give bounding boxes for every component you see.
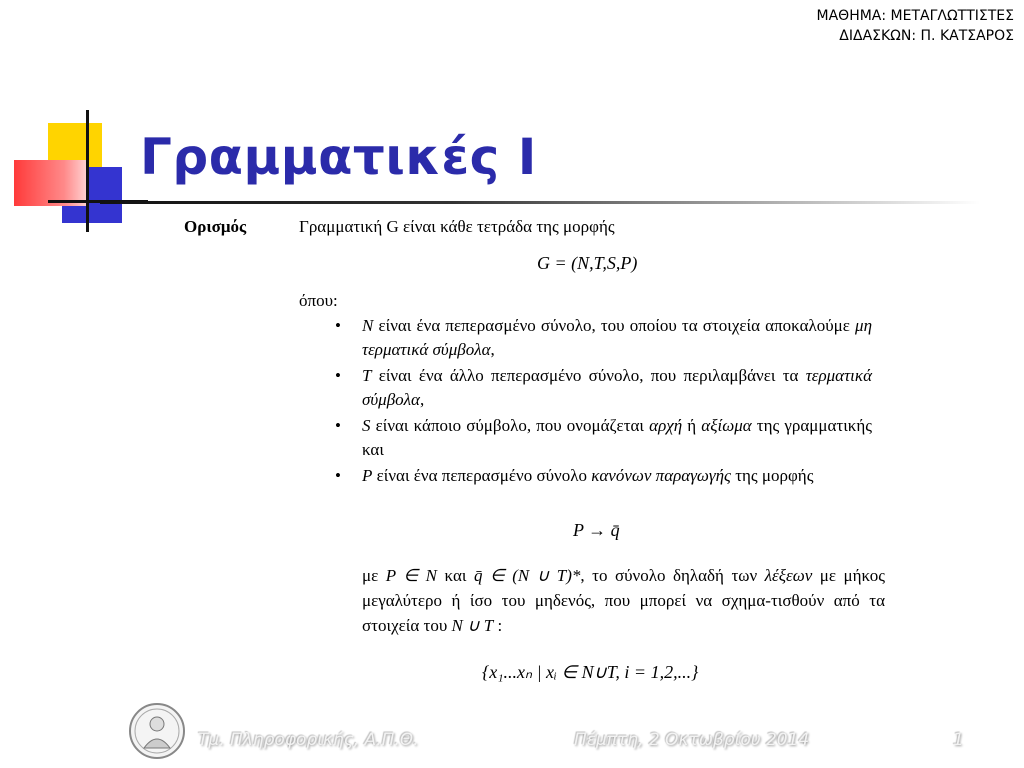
item-emphasis: κανόνων παραγωγής: [591, 466, 731, 485]
item-text: είναι ένα πεπερασμένο σύνολο, του οποίου τα στοιχεία αποκαλούμε: [373, 316, 856, 335]
item-emphasis: μη τερματικά σύμβολα: [362, 316, 872, 359]
bullet-dot-icon: •: [335, 466, 341, 485]
course-name: ΜΑΘΗΜΑ: ΜΕΤΑΓΛΩΤΤΙΣΤΕΣ: [816, 8, 1014, 24]
item-text-end: ,: [490, 340, 495, 359]
instructor-name: ΔΙΔΑΣΚΩΝ: Π. ΚΑΤΣΑΡΟΣ: [839, 28, 1014, 44]
symbol: P: [362, 466, 373, 485]
production-formula: P → q̄: [573, 520, 620, 540]
item-emphasis: τερματικά σύμβολα: [362, 366, 872, 409]
list-item: [335, 364, 872, 412]
bullet-dot-icon: •: [335, 316, 341, 335]
production-rule: [573, 520, 620, 541]
item-emphasis: αρχή: [649, 416, 683, 435]
math-expr: P ∈ N: [385, 566, 438, 585]
bullet-dot-icon: •: [335, 416, 341, 435]
para-emphasis: λέξεων: [764, 566, 813, 585]
para-text: με μήκος μεγαλύτερο ή ίσο του μηδενός, που μπορεί να σχημα-τισθούν από τα στοιχεία του: [362, 566, 885, 635]
definition-label: Ορισμός: [184, 217, 247, 236]
component-list: [335, 314, 872, 490]
item-text: είναι ένα πεπερασμένο σύνολο: [372, 466, 592, 485]
item-emphasis-2: αξίωμα: [701, 416, 752, 435]
list-item: [335, 414, 872, 462]
item-text: είναι κάποιο σύμβολο, που ονομάζεται: [370, 416, 650, 435]
title-underline: [100, 201, 980, 204]
vertical-line: [86, 110, 89, 232]
para-text: με: [362, 566, 386, 585]
para-text: :: [493, 616, 503, 635]
set-formula: {x₁...xₙ | xᵢ ∈ N∪T, i = 1,2,...}: [482, 662, 699, 682]
symbol: N: [362, 316, 374, 335]
list-item: [335, 464, 872, 488]
where-label: όπου:: [299, 291, 338, 310]
course-header: [817, 6, 1014, 46]
math-expr: N ∪ T: [451, 616, 494, 635]
symbol: S: [362, 416, 371, 435]
item-text-end: της μορφής: [730, 466, 814, 485]
footer-date: Πέμπτη, 2 Οκτωβρίου 2014: [574, 730, 810, 750]
symbol: T: [362, 366, 372, 385]
definition-intro: Γραμματική G είναι κάθε τετράδα της μορφής: [299, 217, 615, 236]
explanation-paragraph: [362, 563, 885, 638]
slide-title: Γραμματικές Ι: [140, 128, 537, 186]
para-text: , το σύνολο δηλαδή των: [580, 566, 765, 585]
footer-department: Τμ. Πληροφορικής, Α.Π.Θ.: [198, 730, 419, 750]
para-text: και: [437, 566, 474, 585]
math-expr: q̄ ∈ (N ∪ T)*: [473, 566, 581, 585]
item-text: είναι ένα άλλο πεπερασμένο σύνολο, που περιλαμβάνει τα: [371, 366, 806, 385]
grammar-equation: G = (N,T,S,P): [537, 253, 638, 273]
bullet-dot-icon: •: [335, 366, 341, 385]
title-decoration: [0, 105, 150, 235]
item-text-end: ,: [419, 390, 425, 409]
item-text-mid: ή: [682, 416, 702, 435]
item-text-end: της γραμματικής και: [362, 416, 873, 459]
set-expression: [482, 662, 698, 683]
page-number: 1: [953, 730, 964, 750]
university-seal-icon: [128, 702, 186, 760]
list-item: [335, 314, 872, 362]
